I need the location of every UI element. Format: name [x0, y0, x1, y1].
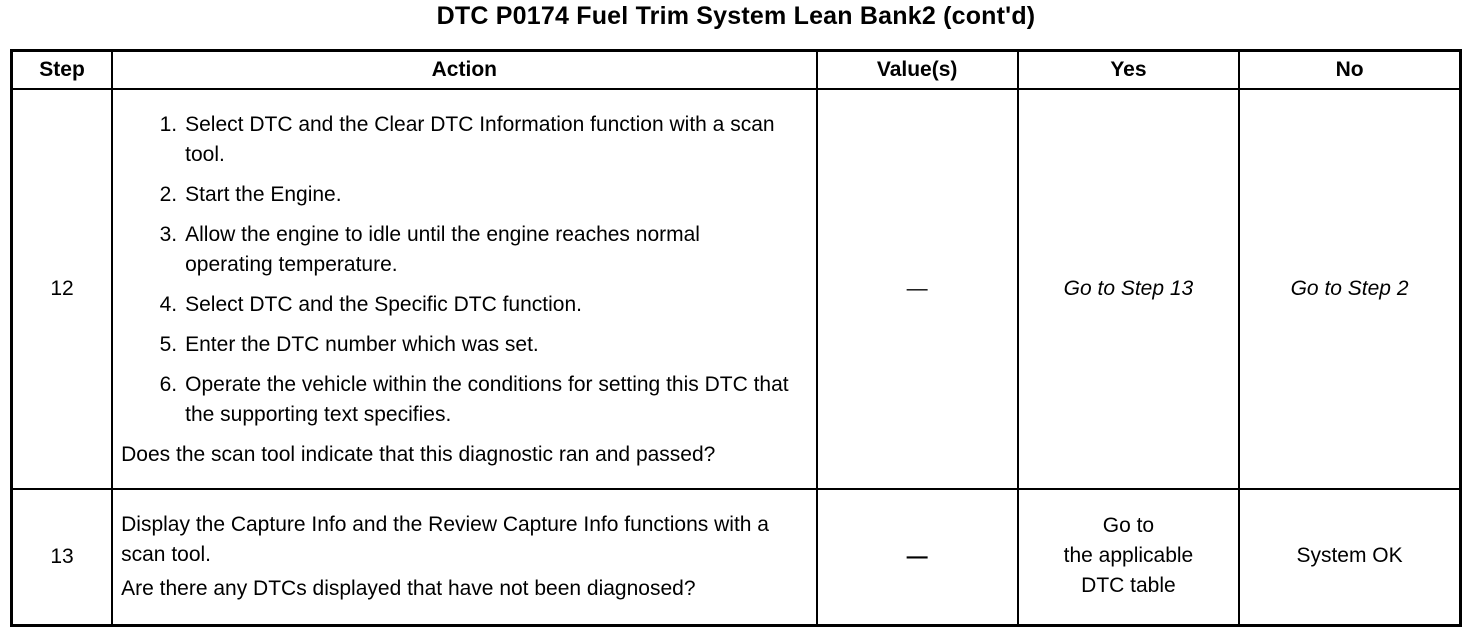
action-question: Does the scan tool indicate that this diagnostic ran and passed?: [121, 443, 716, 466]
list-item-text: Select DTC and the Clear DTC Information function with a scan tool.: [185, 113, 775, 166]
list-item: [121, 180, 809, 210]
list-item-number: 1.: [159, 113, 178, 136]
list-item-number: 6.: [159, 373, 178, 396]
action-text: Display the Capture Info and the Review Capture Info functions with a scan tool.: [121, 512, 769, 566]
page-title: DTC P0174 Fuel Trim System Lean Bank2 (cont'd): [436, 2, 1036, 30]
action-steps-list: [121, 110, 809, 430]
list-item: [121, 330, 809, 360]
value-cell: —: [817, 89, 1018, 489]
list-item-number: 4.: [159, 293, 178, 316]
diagnostic-table: [10, 49, 1462, 627]
yes-cell: [1018, 489, 1239, 625]
list-item-text: Allow the engine to idle until the engine reaches normal operating temperature.: [185, 223, 700, 276]
yes-line: DTC table: [1081, 574, 1176, 598]
header-action: Action: [112, 51, 816, 90]
value-cell: —: [817, 489, 1018, 625]
yes-line: the applicable: [1063, 544, 1194, 568]
action-cell: [112, 89, 816, 489]
list-item: [121, 110, 809, 170]
header-no: No: [1239, 51, 1460, 90]
list-item: [121, 220, 809, 280]
header-step: Step: [12, 51, 113, 90]
step-number: 12: [12, 89, 113, 489]
list-item-text: Start the Engine.: [185, 183, 342, 206]
step-number: 13: [12, 489, 113, 625]
list-item-number: 3.: [159, 223, 178, 246]
list-item-text: Enter the DTC number which was set.: [185, 333, 539, 356]
list-item-text: Select DTC and the Specific DTC function.: [185, 293, 582, 316]
header-values: Value(s): [817, 51, 1018, 90]
yes-cell: Go to Step 13: [1018, 89, 1239, 489]
header-yes: Yes: [1018, 51, 1239, 90]
list-item: [121, 290, 809, 320]
list-item-number: 2.: [159, 183, 178, 206]
header-row: [12, 51, 1461, 90]
no-cell: Go to Step 2: [1239, 89, 1460, 489]
list-item-number: 5.: [159, 333, 178, 356]
no-cell: System OK: [1239, 489, 1460, 625]
action-question: Are there any DTCs displayed that have not been diagnosed?: [121, 576, 696, 600]
table-row: [12, 489, 1461, 625]
yes-line: Go to: [1102, 514, 1155, 538]
list-item: [121, 370, 809, 430]
action-cell: [112, 489, 816, 625]
list-item-text: Operate the vehicle within the conditions for setting this DTC that the supporting text specifies.: [185, 373, 789, 426]
table-row: [12, 89, 1461, 489]
